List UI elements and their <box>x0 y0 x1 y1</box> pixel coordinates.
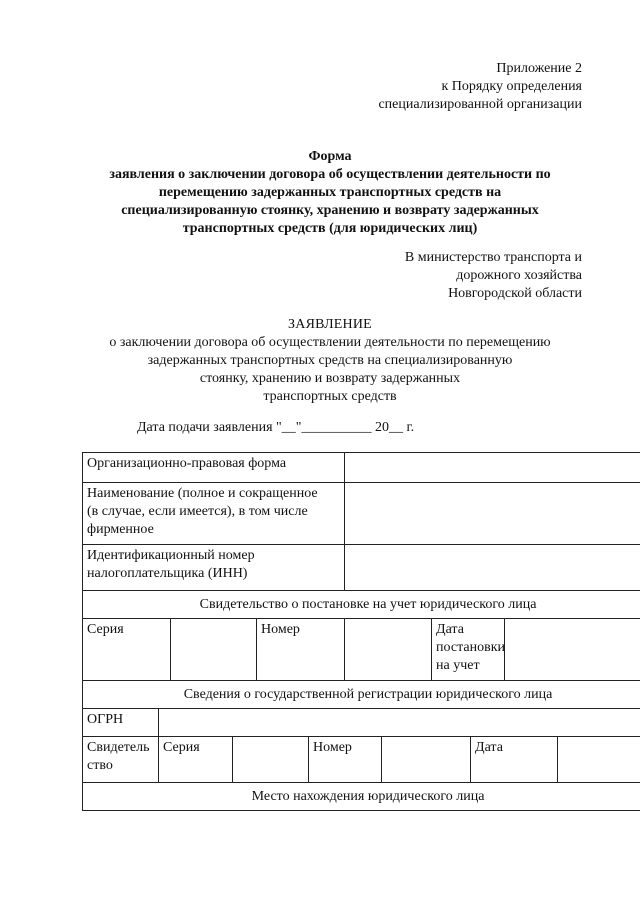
certificate-series-value <box>233 737 309 783</box>
addressee-line: Новгородской области <box>448 286 582 301</box>
inn-value <box>345 545 640 591</box>
org-form-value <box>345 453 640 483</box>
form-title <box>80 148 580 238</box>
submission-date-line: Дата подачи заявления "__"__________ 20__ г. <box>137 420 415 435</box>
appendix-line: Приложение 2 <box>496 61 582 76</box>
number-label: Номер <box>257 619 345 681</box>
form-title-line: Форма <box>308 149 352 164</box>
registration-certificate-header: Свидетельство о постановке на учет юридического лица <box>83 591 640 619</box>
certificate-number-value <box>382 737 471 783</box>
certificate-label: Свидетель ство <box>83 737 159 783</box>
addressee-line: дорожного хозяйства <box>456 268 582 283</box>
addressee-line: В министерство транспорта и <box>404 250 582 265</box>
table-row <box>83 591 640 619</box>
state-registration-header: Сведения о государственной регистрации юридического лица <box>83 681 640 709</box>
application-subtitle-line: задержанных транспортных средств на специализированную <box>147 353 513 368</box>
table-row <box>83 681 640 709</box>
series-value <box>171 619 257 681</box>
ogrn-value <box>159 709 640 737</box>
org-name-label: Наименование (полное и сокращенное (в случае, если имеется), в том числе фирменное <box>83 483 345 545</box>
application-subtitle-line: транспортных средств <box>263 389 397 404</box>
application-heading <box>60 316 600 406</box>
series-label: Серия <box>83 619 171 681</box>
ogrn-label: ОГРН <box>83 709 159 737</box>
appendix-line: к Порядку определения <box>441 79 582 94</box>
application-form-table <box>82 452 640 811</box>
location-header: Место нахождения юридического лица <box>83 783 640 811</box>
form-title-line: перемещению задержанных транспортных средств на <box>158 185 502 200</box>
certificate-date-label: Дата <box>471 737 558 783</box>
form-title-line: заявления о заключении договора об осуществлении деятельности по <box>109 167 551 182</box>
application-subtitle-line: стоянку, хранению и возврату задержанных <box>199 371 461 386</box>
certificate-date-value <box>558 737 640 783</box>
org-name-value <box>345 483 640 545</box>
appendix-reference <box>378 60 582 114</box>
form-title-line: специализированную стоянку, хранению и возврату задержанных <box>121 203 539 218</box>
certificate-number-label: Номер <box>309 737 382 783</box>
table-row <box>83 619 640 681</box>
org-form-label: Организационно-правовая форма <box>83 453 345 483</box>
registration-date-label: Дата постановки на учет <box>432 619 505 681</box>
table-row <box>83 545 640 591</box>
registration-date-value <box>505 619 640 681</box>
form-title-line: транспортных средств (для юридических лиц) <box>182 221 478 236</box>
table-row <box>83 709 640 737</box>
table-row <box>83 737 640 783</box>
number-value <box>345 619 432 681</box>
table-row <box>83 453 640 483</box>
application-title: ЗАЯВЛЕНИЕ <box>288 317 372 332</box>
inn-label: Идентификационный номер налогоплательщика (ИНН) <box>83 545 345 591</box>
table-row <box>83 783 640 811</box>
application-subtitle-line: о заключении договора об осуществлении деятельности по перемещению <box>109 335 551 350</box>
certificate-series-label: Серия <box>159 737 233 783</box>
addressee-block <box>405 249 582 303</box>
table-row <box>83 483 640 545</box>
appendix-line: специализированной организации <box>378 97 582 112</box>
